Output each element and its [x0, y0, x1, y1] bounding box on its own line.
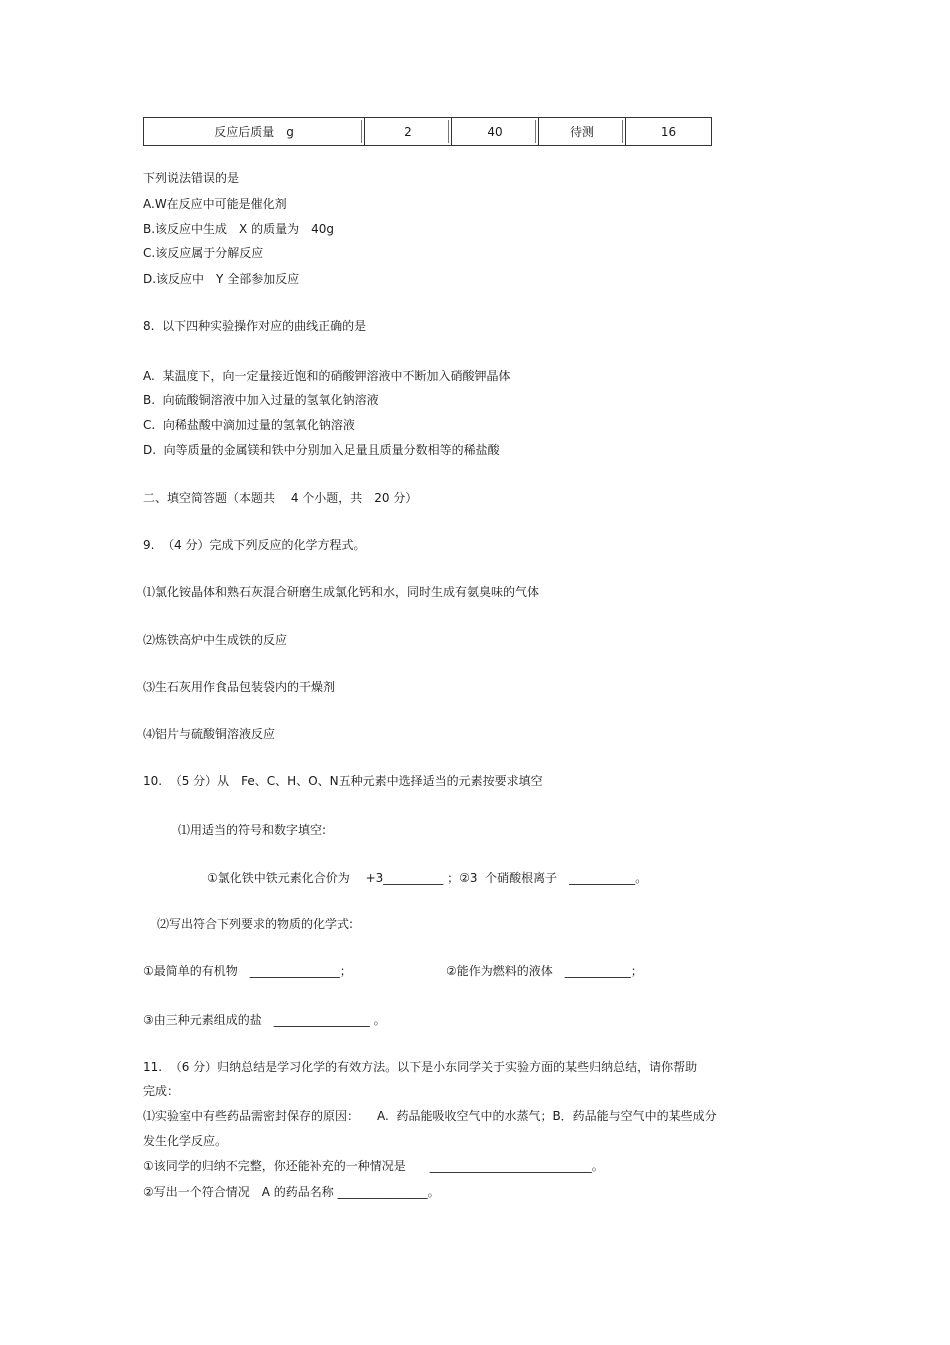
q8-option-d: D. 向等质量的金属镁和铁中分别加入足量且质量分数相等的稀盐酸: [143, 443, 500, 457]
table-cell-z: 16: [660, 124, 677, 139]
q8-option-a: A. 某温度下，向一定量接近饱和的硝酸钾溶液中不断加入硝酸钾晶体: [143, 369, 511, 383]
q7-option-a: A.W在反应中可能是催化剂: [143, 197, 287, 211]
q9-item-4: ⑷铝片与硫酸铜溶液反应: [143, 727, 276, 741]
q7-prompt: 下列说法错误的是: [143, 171, 240, 185]
q11-line2: 完成：: [143, 1084, 180, 1098]
data-table-row: [143, 117, 712, 146]
q9-prompt: 9. （4 分）完成下列反应的化学方程式。: [143, 538, 366, 552]
table-cell-w: 2: [365, 118, 452, 145]
q9-item-3: ⑶生石灰用作食品包装袋内的干燥剂: [143, 680, 336, 694]
section-heading: 二、填空简答题（本题共 4 个小题，共 20 分）: [143, 491, 418, 505]
q11-line5: ①该同学的归纳不完整，你还能补充的一种情况是 ___________________________。: [143, 1159, 604, 1173]
table-cell-x: 40: [452, 118, 539, 145]
q11-line6: ②写出一个符合情况 A 的药品名称 _______________。: [143, 1185, 440, 1199]
q10-line2a: ①最简单的有机物 _______________；: [143, 964, 352, 978]
q10-line2b: ②能作为燃料的液体 ___________；: [446, 964, 643, 978]
q11-line1: 11. （6 分）归纳总结是学习化学的有效方法。以下是小东同学关于实验方面的某些归纳总结，请你帮助: [143, 1060, 698, 1074]
table-row-label: 反应后质量 g: [144, 118, 365, 145]
q8-option-c: C. 向稀盐酸中滴加过量的氢氧化钠溶液: [143, 418, 355, 432]
q9-item-1: ⑴氯化铵晶体和熟石灰混合研磨生成氯化钙和水，同时生成有氨臭味的气体: [143, 585, 540, 599]
q11-line3: ⑴实验室中有些药品需密封保存的原因： A. 药品能吸收空气中的水蒸气；B．药品能与空气中的某些成分: [143, 1109, 717, 1123]
q10-line3: ③由三种元素组成的盐 ________________ 。: [143, 1013, 386, 1027]
q10-line1: ①氯化铁中铁元素化合价为 +3__________ ；②3 个硝酸根离子 ___________。: [207, 871, 648, 885]
q7-option-d: D.该反应中 Y 全部参加反应: [143, 272, 300, 286]
q10-part1-heading: ⑴用适当的符号和数字填空:: [178, 823, 327, 837]
q7-option-c: C.该反应属于分解反应: [143, 246, 264, 260]
q11-line4: 发生化学反应。: [143, 1134, 228, 1148]
q10-prompt: 10. （5 分）从 Fe、C、H、O、N五种元素中选择适当的元素按要求填空: [143, 774, 543, 788]
table-cell-y: 待测: [539, 118, 626, 145]
q9-item-2: ⑵炼铁高炉中生成铁的反应: [143, 633, 288, 647]
q7-option-b: B.该反应中生成 X 的质量为 40g: [143, 222, 334, 236]
q8-option-b: B. 向硫酸铜溶液中加入过量的氢氧化钠溶液: [143, 393, 379, 407]
q10-part2-heading: ⑵写出符合下列要求的物质的化学式:: [157, 917, 354, 931]
q8-prompt: 8. 以下四种实验操作对应的曲线正确的是: [143, 319, 367, 333]
